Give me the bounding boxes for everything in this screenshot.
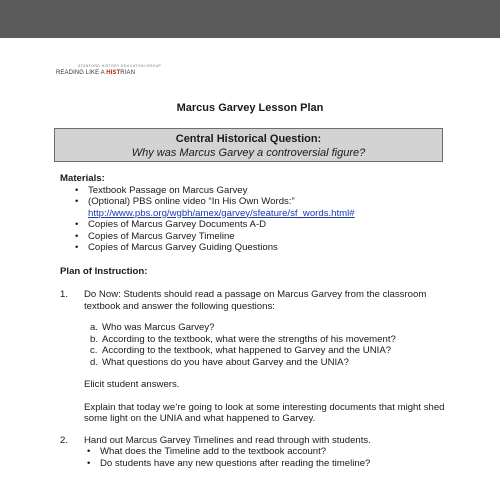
timeline-questions: [72, 446, 460, 469]
question-marker: a.: [90, 322, 99, 333]
logo-text-accent: HIST: [106, 70, 121, 76]
plan-heading: Plan of Instruction:: [60, 265, 148, 277]
pbs-video-link[interactable]: http://www.pbs.org/wgbh/amex/garvey/sfeature/sf_words.html#: [88, 207, 355, 219]
logo-text-end: RIAN: [120, 70, 136, 76]
step-1-instructions: Do Now: Students should read a passage on Marcus Garvey from the classroom textbook and answer the following questions:: [84, 289, 427, 312]
reading-like-a-historian-logo: [56, 64, 161, 77]
central-question-text: Why was Marcus Garvey a controversial figure?: [131, 147, 366, 159]
step-2-number: 2.: [60, 434, 69, 446]
logo-text-start: READING LIKE A: [56, 70, 107, 76]
step-2: [60, 435, 460, 470]
explain-paragraph: Explain that today we’re going to look at some interesting documents that might shed some light on the UNIA and what happened to Garvey.: [84, 401, 445, 424]
question-marker: c.: [90, 345, 98, 356]
do-now-question: [90, 345, 460, 357]
do-now-question: [90, 356, 460, 369]
step-2-text: Hand out Marcus Garvey Timelines and read through with students.: [84, 434, 371, 446]
document-title: Marcus Garvey Lesson Plan: [176, 102, 324, 114]
materials-item: • Copies of Marcus Garvey Guiding Questions: [88, 242, 460, 254]
materials-list: [60, 185, 460, 254]
materials-item: [88, 196, 460, 219]
question-text: According to the textbook, what happened to Garvey and the UNIA?: [102, 345, 392, 356]
question-text: According to the textbook, what were the strengths of his movement?: [102, 333, 396, 345]
document-page: [0, 38, 500, 500]
step-1-number: 1.: [60, 289, 69, 300]
materials-heading: Materials:: [60, 173, 105, 184]
step-1: [60, 289, 460, 425]
top-bar: [0, 0, 500, 38]
do-now-questions: [72, 322, 460, 368]
question-marker: b.: [90, 333, 99, 345]
materials-item-text: (Optional) PBS online video “In His Own Words:”: [88, 196, 295, 207]
timeline-question: • What does the Timeline add to the textbook account?: [100, 446, 460, 458]
logo-wordmark: [56, 69, 161, 77]
question-marker: d.: [90, 356, 99, 368]
logo-subtitle: STANFORD HISTORY EDUCATION GROUP: [78, 64, 162, 68]
step-1-text: [72, 289, 460, 312]
do-now-question: [90, 322, 460, 334]
elicit-paragraph: Elicit student answers.: [84, 379, 180, 390]
materials-item: • Copies of Marcus Garvey Documents A-D: [88, 219, 460, 231]
materials-item: • Copies of Marcus Garvey Timeline: [88, 231, 460, 243]
central-question-box: [54, 128, 443, 162]
question-text: Who was Marcus Garvey?: [102, 322, 215, 333]
document-body: [60, 173, 460, 469]
timeline-question: • Do students have any new questions after reading the timeline?: [100, 458, 460, 470]
question-text: What questions do you have about Garvey and the UNIA?: [102, 356, 349, 368]
do-now-question: [90, 333, 460, 346]
central-question-heading: Central Historical Question:: [175, 133, 322, 145]
materials-item: • Textbook Passage on Marcus Garvey: [88, 185, 460, 197]
